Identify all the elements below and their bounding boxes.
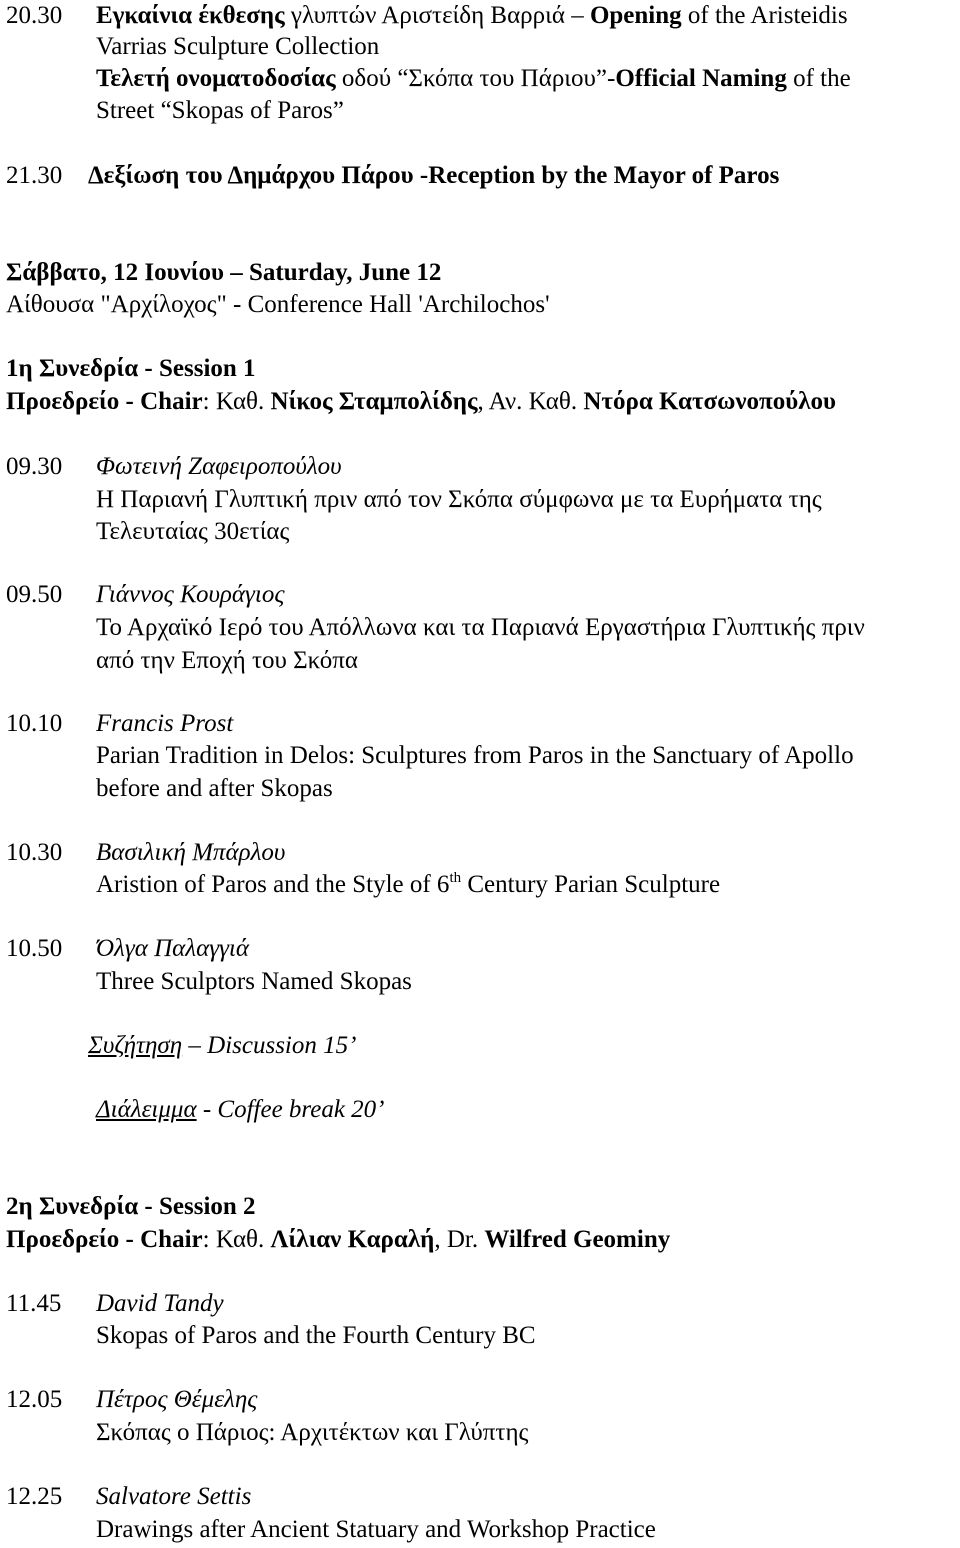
- talk-time: 09.30: [6, 453, 63, 480]
- chair-name: Λίλιαν Καραλή: [270, 1226, 435, 1253]
- talk-time: 09.50: [6, 581, 63, 608]
- session-chair: [6, 386, 836, 418]
- talk-speaker: [96, 1384, 257, 1416]
- talk-title: [96, 869, 720, 901]
- session-title: [6, 353, 256, 385]
- naming-line-1: [96, 63, 851, 95]
- talk-title: Parian Tradition in Delos: Sculptures from Paros in the Sanctuary of Apollo: [96, 742, 854, 769]
- discussion-en: – Discussion 15’: [182, 1032, 357, 1059]
- session-title: [6, 1191, 256, 1223]
- chair-sep: : Καθ.: [202, 388, 271, 415]
- break-en: - Coffee break 20’: [196, 1096, 385, 1123]
- speaker-name: Γιάννος Κουράγιος: [96, 581, 285, 608]
- chair-name: Wilfred Geominy: [484, 1226, 671, 1253]
- break-gr: Διάλειμμα: [96, 1096, 197, 1123]
- speaker-name: David Tandy: [96, 1290, 224, 1317]
- chair-name: Ντόρα Κατσωνοπούλου: [583, 388, 836, 415]
- opening-line-1: [96, 0, 848, 32]
- chair-label: Προεδρείο - Chair: [6, 1226, 203, 1253]
- talk-title-text: Century Parian Sculpture: [461, 871, 721, 898]
- talk-title: από την Εποχή του Σκόπα: [96, 647, 358, 674]
- talk-time: 10.10: [6, 710, 63, 737]
- chair-sep: , Dr.: [434, 1226, 485, 1253]
- coffee-break: [96, 1094, 385, 1126]
- reception-title: Δεξίωση του Δημάρχου Πάρου -Reception by the Mayor of Paros: [88, 162, 780, 189]
- talk-title: Η Παριανή Γλυπτική πριν από τον Σκόπα σύμφωνα με τα Ευρήματα της: [96, 486, 822, 513]
- speaker-name: Salvatore Settis: [96, 1483, 252, 1510]
- chair-sep: : Καθ.: [202, 1226, 271, 1253]
- talk-title-text: Aristion of Paros and the Style of 6: [96, 871, 450, 898]
- talk-title: Τελευταίας 30ετίας: [96, 518, 290, 545]
- naming-title-gr: Τελετή ονοματοδοσίας: [96, 65, 336, 92]
- opening-text-gr: γλυπτών Αριστείδη Βαρριά –: [284, 2, 590, 29]
- talk-time: 11.45: [6, 1290, 62, 1317]
- talk-time: 12.05: [6, 1386, 63, 1413]
- naming-title-en: Official Naming: [615, 65, 787, 92]
- speaker-name: Όλγα Παλαγγιά: [96, 935, 250, 962]
- talk-title: Drawings after Ancient Statuary and Workshop Practice: [96, 1516, 656, 1543]
- speaker-name: Francis Prost: [96, 710, 234, 737]
- naming-text-gr: οδού “Σκόπα του Πάριου”-: [335, 65, 616, 92]
- talk-speaker: [96, 837, 285, 869]
- session-1-title: 1η Συνεδρία - Session 1: [6, 355, 256, 382]
- talk-speaker: [96, 933, 249, 965]
- speaker-name: Φωτεινή Ζαφειροπούλου: [96, 453, 342, 480]
- talk-title: before and after Skopas: [96, 775, 333, 802]
- chair-sep: , Αν. Καθ.: [477, 388, 584, 415]
- venue: Αίθουσα "Αρχίλοχος" - Conference Hall 'Archilochos': [6, 291, 550, 318]
- opening-line-2: Varrias Sculpture Collection: [96, 33, 380, 60]
- talk-time: 12.25: [6, 1483, 63, 1510]
- event-time: 21.30: [6, 162, 63, 189]
- talk-speaker: [96, 1288, 224, 1320]
- day-heading: [6, 257, 441, 289]
- talk-time: 10.50: [6, 935, 63, 962]
- talk-speaker: [96, 1481, 251, 1513]
- session-chair: [6, 1224, 670, 1256]
- discussion: [88, 1030, 356, 1062]
- speaker-name: Βασιλική Μπάρλου: [96, 839, 286, 866]
- talk-title: Το Αρχαϊκό Ιερό του Απόλλωνα και τα Παριανά Εργαστήρια Γλυπτικής πριν: [96, 614, 865, 641]
- talk-speaker: [96, 708, 233, 740]
- talk-title: Three Sculptors Named Skopas: [96, 968, 412, 995]
- talk-time: 10.30: [6, 839, 63, 866]
- naming-line-2: Street “Skopas of Paros”: [96, 97, 344, 124]
- talk-title: Σκόπας ο Πάριος: Αρχιτέκτων και Γλύπτης: [96, 1419, 529, 1446]
- talk-speaker: [96, 451, 342, 483]
- talk-speaker: [96, 579, 285, 611]
- speaker-name: Πέτρος Θέμελης: [96, 1386, 258, 1413]
- day-date: Σάββατο, 12 Ιουνίου – Saturday, June 12: [6, 259, 442, 286]
- chair-name: Νίκος Σταμπολίδης: [270, 388, 478, 415]
- opening-title-en: Opening: [589, 2, 682, 29]
- discussion-gr: Συζήτηση: [88, 1032, 183, 1059]
- session-2-title: 2η Συνεδρία - Session 2: [6, 1193, 256, 1220]
- opening-title-gr: Εγκαίνια έκθεσης: [96, 2, 285, 29]
- event-time: 20.30: [6, 2, 63, 29]
- ordinal-suffix: th: [449, 870, 462, 886]
- naming-text-en: of the: [786, 65, 851, 92]
- talk-title: Skopas of Paros and the Fourth Century BC: [96, 1322, 536, 1349]
- reception-text: [88, 160, 779, 192]
- chair-label: Προεδρείο - Chair: [6, 388, 203, 415]
- opening-text-en: of the Aristeidis: [681, 2, 848, 29]
